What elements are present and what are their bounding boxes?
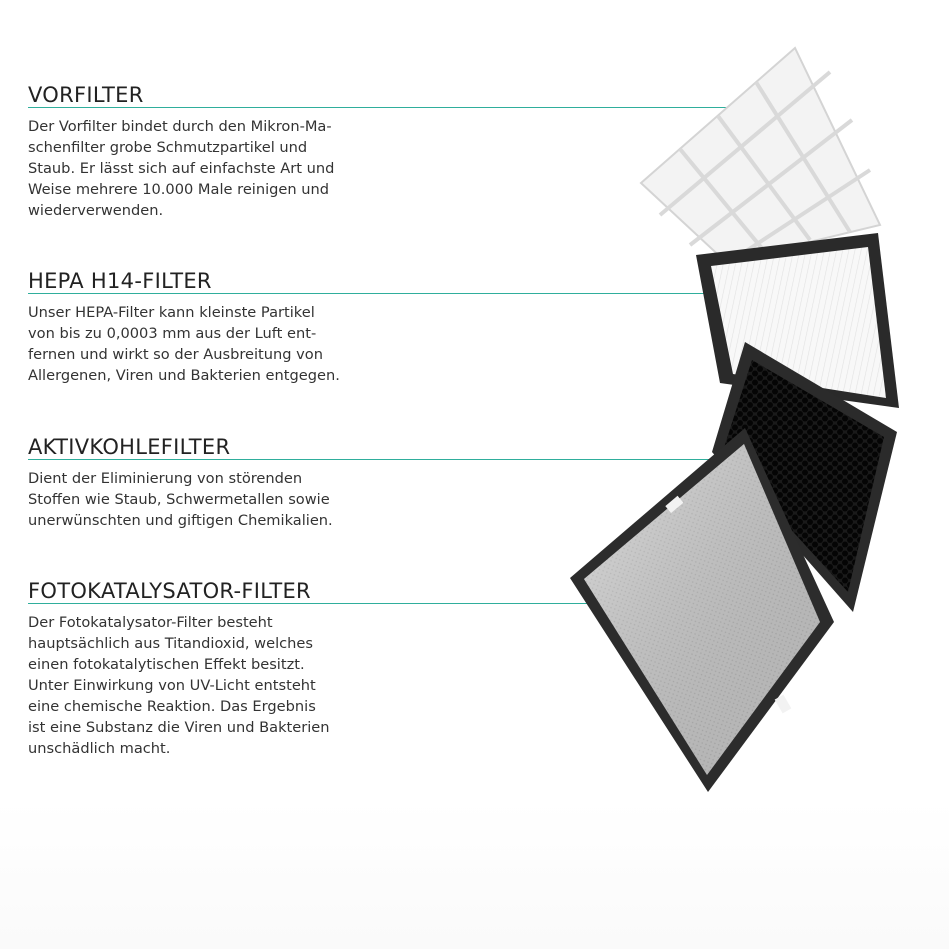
prefilter-image bbox=[641, 48, 880, 262]
section-aktivkohle bbox=[28, 434, 368, 531]
section-hepa bbox=[28, 268, 368, 386]
leader-line-hepa bbox=[28, 293, 738, 294]
leader-line-fotokatalysator bbox=[28, 603, 623, 604]
leader-line-aktivkohle bbox=[28, 459, 780, 460]
photocatalyst-filter-image bbox=[570, 428, 834, 792]
section-description: Der Vorfilter bindet durch den Mikron-Ma- schenfilter grobe Schmutzpartikel und Staub. Er lässt sich auf einfachste Art und Weise mehrere 10.000 Male reinigen und wiederverwenden. bbox=[28, 118, 335, 219]
hepa-filter-image bbox=[696, 233, 899, 408]
section-description: Unser HEPA-Filter kann kleinste Partikel von bis zu 0,0003 mm aus der Luft ent- fernen und wirkt so der Ausbreitung von Allergenen, Viren und Bakterien entgegen. bbox=[28, 304, 340, 384]
leader-line-vorfilter bbox=[28, 107, 761, 108]
section-description: Dient der Eliminierung von störenden Stoffen wie Staub, Schwermetallen sowie unerwünschten und giftigen Chemikalien. bbox=[28, 470, 333, 529]
section-vorfilter bbox=[28, 82, 368, 221]
section-description: Der Fotokatalysator-Filter besteht hauptsächlich aus Titandioxid, welches einen fotokatalytischen Effekt besitzt. Unter Einwirkung von UV-Licht entsteht eine chemische Reaktion. Das Ergebnis ist eine Substanz die Viren und Bakterien unschädlich macht. bbox=[28, 614, 330, 757]
section-title: AKTIVKOHLEFILTER bbox=[28, 435, 231, 459]
bottom-band bbox=[0, 800, 949, 949]
section-title: VORFILTER bbox=[28, 83, 144, 107]
section-fotokatalysator bbox=[28, 578, 368, 759]
section-title: FOTOKATALYSATOR-FILTER bbox=[28, 579, 311, 603]
section-title: HEPA H14-FILTER bbox=[28, 269, 212, 293]
activated-carbon-filter-image bbox=[712, 342, 897, 612]
